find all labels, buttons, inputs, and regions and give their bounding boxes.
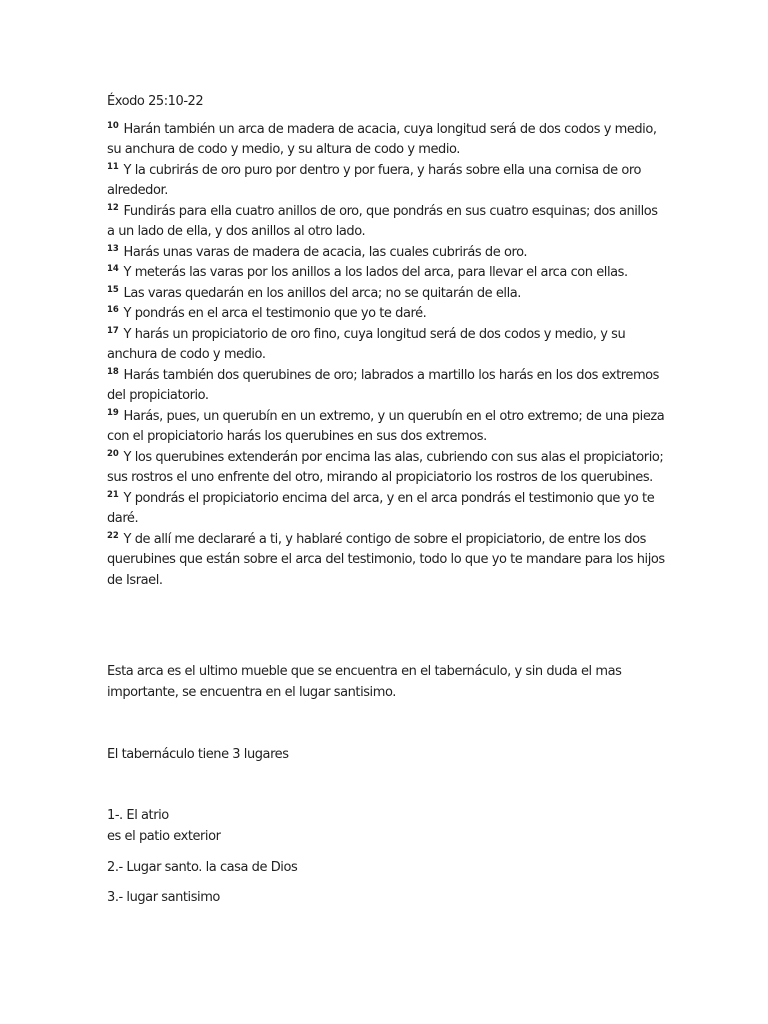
verse [107,284,667,305]
verse-number: 10 [107,120,119,131]
place-description: es el patio exterior [107,828,221,844]
commentary-paragraph: Esta arca es el ultimo mueble que se encuentra en el tabernáculo, y sin duda el mas importante, se encuentra en el lugar santisimo. [107,664,622,700]
verse-number: 19 [107,407,119,418]
verse [107,263,667,284]
place-item [107,888,667,909]
verse-text: Y de allí me declararé a ti, y hablaré contigo de sobre el propiciatorio, de entre los dos querubines que están sobre el arca del testimonio, todo lo que yo te mandare para los hijos de Israel. [107,531,665,588]
place-item [107,806,667,847]
verse [107,202,667,243]
verse [107,448,667,489]
verse [107,407,667,448]
verse-list [107,120,667,592]
verse-number: 12 [107,202,119,213]
verse-number: 21 [107,489,119,500]
verse-text: Y harás un propiciatorio de oro fino, cuya longitud será de dos codos y medio, y su anchura de codo y medio. [107,326,626,362]
verse [107,366,667,407]
places-intro: El tabernáculo tiene 3 lugares [107,747,289,762]
verse-text: Fundirás para ella cuatro anillos de oro, que pondrás en sus cuatro esquinas; dos anillos a un lado de ella, y dos anillos al otro lado. [107,203,658,239]
verse-number: 13 [107,243,119,254]
verse [107,530,667,592]
verse-text: Y meterás las varas por los anillos a los lados del arca, para llevar el arca con ellas. [123,265,628,280]
verse-number: 22 [107,530,119,541]
verse-number: 11 [107,161,119,172]
verse [107,489,667,530]
verse-text: Y pondrás en el arca el testimonio que yo te daré. [123,306,427,321]
verse [107,304,667,325]
verse-text: Harán también un arca de madera de acacia, cuya longitud será de dos codos y medio, su anchura de codo y medio, y su altura de codo y medio. [107,121,657,157]
verse-number: 15 [107,284,119,295]
place-item [107,858,667,879]
verse-number: 17 [107,325,119,336]
verse-text: Y la cubrirás de oro puro por dentro y por fuera, y harás sobre ella una cornisa de oro alrededor. [107,162,642,198]
verse [107,243,667,264]
verse-number: 20 [107,448,119,459]
verse-text: Y los querubines extenderán por encima las alas, cubriendo con sus alas el propiciatorio; sus rostros el uno enfrente del otro, mirando al propiciatorio los rostros de los querubines. [107,449,664,485]
document-page [107,92,667,591]
verse-number: 14 [107,264,119,274]
passage-reference: Éxodo 25:10-22 [107,94,204,109]
verse [107,120,667,161]
verse-text: Las varas quedarán en los anillos del arca; no se quitarán de ella. [123,285,521,301]
place-title: 2.- Lugar santo. la casa de Dios [107,860,298,875]
place-title: 1-. El atrio [107,808,169,823]
verse-text: Harás, pues, un querubín en un extremo, y un querubín en el otro extremo; de una pieza con el propiciatorio harás los querubines en sus dos extremos. [107,408,665,444]
verse [107,325,667,366]
verse-number: 16 [107,305,119,315]
verse-text: Harás también dos querubines de oro; labrados a martillo los harás en los dos extremos del propiciatorio. [107,367,659,403]
verse-text: Harás unas varas de madera de acacia, las cuales cubrirás de oro. [123,244,528,260]
verse [107,161,667,202]
place-title: 3.- lugar santisimo [107,890,220,905]
verse-number: 18 [107,366,119,377]
verse-text: Y pondrás el propiciatorio encima del arca, y en el arca pondrás el testimonio que yo te daré. [107,490,655,526]
